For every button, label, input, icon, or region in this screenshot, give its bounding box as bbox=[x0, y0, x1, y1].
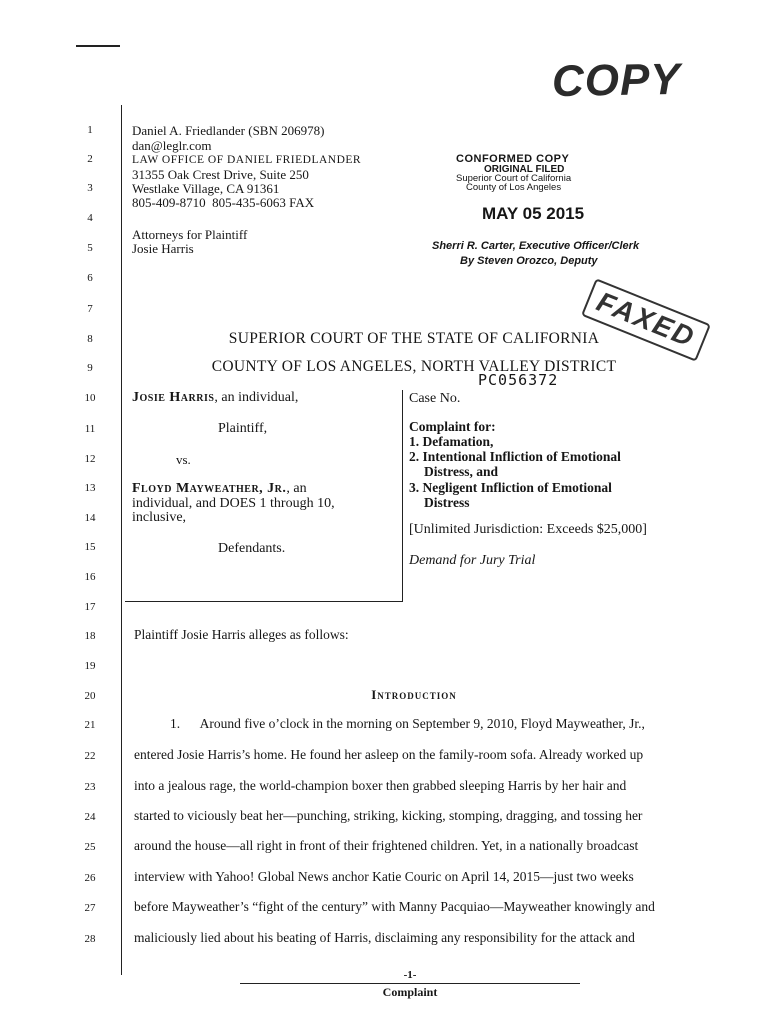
body-line: entered Josie Harris’s home. He found her asleep on the family-room sofa. Already worked up bbox=[134, 747, 644, 762]
plaintiff-line bbox=[132, 390, 298, 406]
court-title-line1: SUPERIOR COURT OF THE STATE OF CALIFORNIA bbox=[228, 330, 600, 347]
line-number: 3 bbox=[87, 182, 93, 194]
stamp-court2: County of Los Angeles bbox=[466, 182, 562, 193]
line-number: 13 bbox=[84, 482, 96, 494]
line-number: 14 bbox=[84, 512, 96, 524]
footer-rule bbox=[240, 983, 580, 984]
line-number: 11 bbox=[84, 423, 96, 435]
plaintiff-name: Josie Harris bbox=[132, 390, 215, 405]
line-number: 27 bbox=[84, 902, 96, 914]
line-number: 26 bbox=[84, 872, 96, 884]
line-number: 21 bbox=[84, 719, 96, 731]
body-line: around the house—all right in front of their frightened children. Yet, in a nationally broadcast bbox=[134, 838, 639, 853]
attorney-client: Josie Harris bbox=[132, 241, 194, 256]
line-number: 25 bbox=[84, 841, 96, 853]
defendant-line2: individual, and DOES 1 through 10, bbox=[132, 496, 335, 511]
faxed-text: FAXED bbox=[592, 285, 700, 354]
plaintiff-description: , an individual, bbox=[214, 390, 299, 405]
line-number: 15 bbox=[84, 541, 96, 553]
defendants-label: Defendants. bbox=[218, 541, 286, 556]
stamp-deputy: By Steven Orozco, Deputy bbox=[460, 255, 598, 267]
alleges-line: Plaintiff Josie Harris alleges as follows: bbox=[134, 627, 349, 642]
versus-label: vs. bbox=[176, 452, 191, 467]
claim-2: 2. Intentional Infliction of Emotional bbox=[409, 449, 621, 464]
attorney-role: Attorneys for Plaintiff bbox=[132, 227, 248, 242]
claim-3-cont: Distress bbox=[424, 495, 470, 510]
line-number: 17 bbox=[84, 601, 96, 613]
claim-3: 3. Negligent Infliction of Emotional bbox=[409, 480, 612, 495]
claim-2-cont: Distress, and bbox=[424, 464, 499, 479]
line-number: 24 bbox=[84, 811, 96, 823]
margin-rule bbox=[121, 105, 122, 975]
caption-bottom-rule bbox=[125, 601, 403, 602]
stamp-officer: Sherri R. Carter, Executive Officer/Clerk bbox=[432, 240, 640, 252]
line-number: 20 bbox=[84, 690, 96, 702]
line-number: 28 bbox=[84, 933, 96, 945]
complaint-for-label: Complaint for: bbox=[409, 419, 496, 434]
defendant-line3: inclusive, bbox=[132, 510, 187, 525]
defendant-description: , an bbox=[286, 481, 307, 496]
caption-divider bbox=[402, 390, 403, 602]
body-line: before Mayweather’s “fight of the century” with Manny Pacquiao—Mayweather knowingly and bbox=[134, 899, 655, 914]
footer-page-number: -1- bbox=[403, 969, 417, 981]
firm-address-line1: 31355 Oak Crest Drive, Suite 250 bbox=[132, 167, 309, 182]
line-number: 22 bbox=[84, 750, 96, 762]
stamp-date: MAY 05 2015 bbox=[482, 204, 585, 223]
firm-address-line2: Westlake Village, CA 91361 bbox=[132, 181, 280, 196]
defendant-name: Floyd Mayweather, Jr. bbox=[132, 481, 287, 496]
attorney-email: dan@leglr.com bbox=[132, 138, 212, 153]
line-number: 1 bbox=[87, 124, 93, 136]
body-line: interview with Yahoo! Global News anchor Katie Couric on April 14, 2015—just two weeks bbox=[134, 869, 634, 884]
stamp-original: ORIGINAL FILED bbox=[484, 164, 565, 175]
line-number: 7 bbox=[87, 303, 93, 315]
line-number: 6 bbox=[87, 272, 93, 284]
body-line: 1. Around five o’clock in the morning on September 9, 2010, Floyd Mayweather, Jr., bbox=[170, 716, 645, 731]
body-line: maliciously lied about his beating of Harris, disclaiming any responsibility for the attack and bbox=[134, 930, 635, 945]
firm-name: LAW OFFICE OF DANIEL FRIEDLANDER bbox=[132, 154, 362, 166]
court-title-line2: COUNTY OF LOS ANGELES, NORTH VALLEY DISTRICT bbox=[211, 358, 617, 375]
footer-title: Complaint bbox=[382, 985, 438, 999]
case-number-label: Case No. bbox=[409, 391, 461, 406]
line-number: 18 bbox=[84, 630, 96, 642]
line-number: 4 bbox=[87, 212, 93, 224]
copy-stamp: COPY bbox=[551, 54, 682, 107]
attorney-name: Daniel A. Friedlander (SBN 206978) bbox=[132, 123, 325, 138]
line-number: 9 bbox=[87, 362, 93, 374]
line-number: 5 bbox=[87, 242, 93, 254]
stamp-court1: Superior Court of California bbox=[456, 173, 572, 184]
jury-demand: Demand for Jury Trial bbox=[409, 553, 536, 568]
line-number: 16 bbox=[84, 571, 96, 583]
line-number: 10 bbox=[84, 392, 96, 404]
faxed-stamp bbox=[581, 278, 711, 362]
claim-1: 1. Defamation, bbox=[409, 434, 494, 449]
corner-mark bbox=[76, 45, 120, 47]
line-number: 19 bbox=[84, 660, 96, 672]
stamp-conformed: CONFORMED COPY bbox=[456, 153, 570, 165]
line-number: 2 bbox=[87, 153, 93, 165]
line-number: 23 bbox=[84, 781, 96, 793]
section-heading: Introduction bbox=[371, 687, 457, 702]
line-number: 8 bbox=[87, 333, 93, 345]
case-number-stamp: PC056372 bbox=[478, 371, 559, 389]
plaintiff-label: Plaintiff, bbox=[218, 421, 268, 436]
defendant-line bbox=[132, 481, 307, 497]
body-line: into a jealous rage, the world-champion boxer then grabbed sleeping Harris by her hair and bbox=[134, 778, 627, 793]
firm-phones: 805-409-8710 805-435-6063 FAX bbox=[132, 195, 315, 210]
line-number: 12 bbox=[84, 453, 96, 465]
body-line: started to viciously beat her—punching, striking, kicking, stomping, dragging, and tossing her bbox=[134, 808, 643, 823]
jurisdiction-note: [Unlimited Jurisdiction: Exceeds $25,000] bbox=[409, 522, 647, 537]
